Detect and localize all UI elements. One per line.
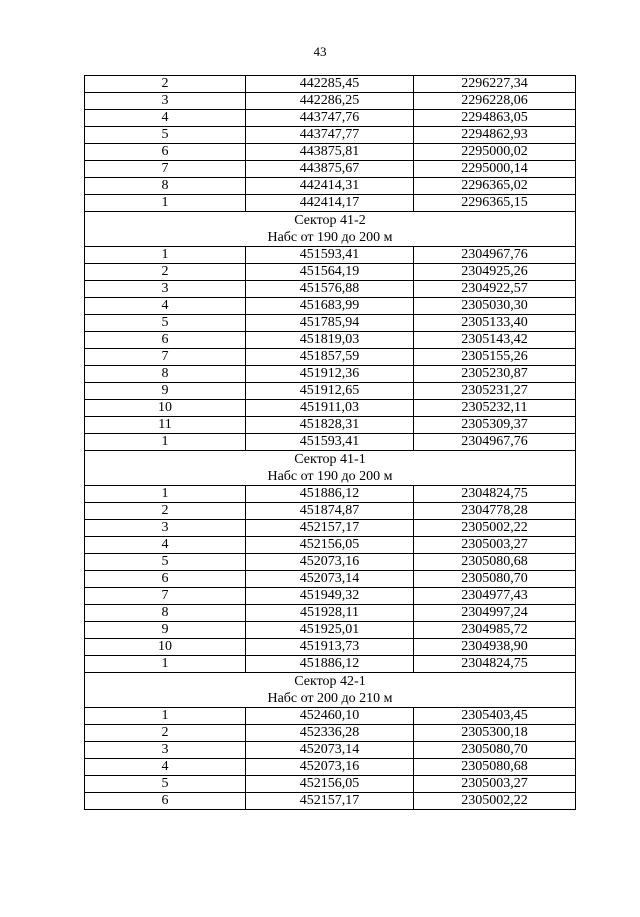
y-coordinate-cell: 2304778,28	[414, 503, 576, 520]
y-coordinate-cell: 2304922,57	[414, 281, 576, 298]
x-coordinate-cell: 452460,10	[246, 708, 414, 725]
table-row	[85, 537, 576, 554]
x-coordinate-cell: 451828,31	[246, 417, 414, 434]
y-coordinate-cell: 2294862,93	[414, 127, 576, 144]
x-coordinate-cell: 452156,05	[246, 537, 414, 554]
point-number-cell: 7	[85, 349, 246, 366]
table-row	[85, 349, 576, 366]
y-coordinate-cell: 2304967,76	[414, 434, 576, 451]
table-row	[85, 383, 576, 400]
y-coordinate-cell: 2304967,76	[414, 247, 576, 264]
point-number-cell: 9	[85, 383, 246, 400]
x-coordinate-cell: 451819,03	[246, 332, 414, 349]
point-number-cell: 3	[85, 520, 246, 537]
point-number-cell: 7	[85, 161, 246, 178]
sector-header-cell	[85, 451, 576, 486]
y-coordinate-cell: 2304938,90	[414, 639, 576, 656]
point-number-cell: 1	[85, 195, 246, 212]
table-row	[85, 708, 576, 725]
x-coordinate-cell: 452156,05	[246, 776, 414, 793]
coordinates-table	[84, 75, 576, 810]
point-number-cell: 2	[85, 264, 246, 281]
x-coordinate-cell: 451949,32	[246, 588, 414, 605]
y-coordinate-cell: 2305003,27	[414, 537, 576, 554]
point-number-cell: 10	[85, 639, 246, 656]
y-coordinate-cell: 2304925,26	[414, 264, 576, 281]
y-coordinate-cell: 2296365,15	[414, 195, 576, 212]
table-row	[85, 247, 576, 264]
point-number-cell: 4	[85, 110, 246, 127]
table-row	[85, 315, 576, 332]
point-number-cell: 5	[85, 127, 246, 144]
table-row	[85, 110, 576, 127]
point-number-cell: 6	[85, 144, 246, 161]
table-row	[85, 639, 576, 656]
y-coordinate-cell: 2305403,45	[414, 708, 576, 725]
point-number-cell: 10	[85, 400, 246, 417]
y-coordinate-cell: 2295000,14	[414, 161, 576, 178]
table-row	[85, 622, 576, 639]
x-coordinate-cell: 442414,31	[246, 178, 414, 195]
point-number-cell: 11	[85, 417, 246, 434]
y-coordinate-cell: 2304824,75	[414, 656, 576, 673]
sector-altitude-range: Набс от 190 до 200 м	[267, 230, 393, 245]
table-row	[85, 366, 576, 383]
point-number-cell: 3	[85, 742, 246, 759]
point-number-cell: 5	[85, 315, 246, 332]
x-coordinate-cell: 451593,41	[246, 247, 414, 264]
point-number-cell: 8	[85, 178, 246, 195]
sector-header-cell	[85, 212, 576, 247]
x-coordinate-cell: 443747,77	[246, 127, 414, 144]
x-coordinate-cell: 442414,17	[246, 195, 414, 212]
x-coordinate-cell: 443875,81	[246, 144, 414, 161]
table-row	[85, 332, 576, 349]
point-number-cell: 8	[85, 605, 246, 622]
coordinates-table-body	[85, 76, 576, 810]
y-coordinate-cell: 2305003,27	[414, 776, 576, 793]
y-coordinate-cell: 2294863,05	[414, 110, 576, 127]
y-coordinate-cell: 2305232,11	[414, 400, 576, 417]
point-number-cell: 3	[85, 93, 246, 110]
point-number-cell: 2	[85, 725, 246, 742]
table-row	[85, 127, 576, 144]
x-coordinate-cell: 451886,12	[246, 656, 414, 673]
x-coordinate-cell: 451928,11	[246, 605, 414, 622]
x-coordinate-cell: 452157,17	[246, 793, 414, 810]
table-row	[85, 144, 576, 161]
point-number-cell: 1	[85, 708, 246, 725]
x-coordinate-cell: 451913,73	[246, 639, 414, 656]
table-row	[85, 520, 576, 537]
table-row	[85, 264, 576, 281]
table-row	[85, 759, 576, 776]
point-number-cell: 5	[85, 554, 246, 571]
table-row	[85, 76, 576, 93]
point-number-cell: 5	[85, 776, 246, 793]
sector-header-row	[85, 451, 576, 486]
point-number-cell: 1	[85, 656, 246, 673]
point-number-cell: 6	[85, 571, 246, 588]
table-row	[85, 571, 576, 588]
sector-altitude-range: Набс от 190 до 200 м	[267, 469, 393, 484]
y-coordinate-cell: 2305309,37	[414, 417, 576, 434]
y-coordinate-cell: 2305080,70	[414, 571, 576, 588]
table-row	[85, 178, 576, 195]
point-number-cell: 9	[85, 622, 246, 639]
y-coordinate-cell: 2305143,42	[414, 332, 576, 349]
sector-header-cell	[85, 673, 576, 708]
y-coordinate-cell: 2296365,02	[414, 178, 576, 195]
y-coordinate-cell: 2296228,06	[414, 93, 576, 110]
point-number-cell: 4	[85, 537, 246, 554]
table-row	[85, 434, 576, 451]
x-coordinate-cell: 443875,67	[246, 161, 414, 178]
x-coordinate-cell: 451925,01	[246, 622, 414, 639]
x-coordinate-cell: 451564,19	[246, 264, 414, 281]
table-row	[85, 417, 576, 434]
point-number-cell: 1	[85, 486, 246, 503]
y-coordinate-cell: 2296227,34	[414, 76, 576, 93]
x-coordinate-cell: 442286,25	[246, 93, 414, 110]
table-row	[85, 656, 576, 673]
table-row	[85, 161, 576, 178]
y-coordinate-cell: 2305002,22	[414, 793, 576, 810]
point-number-cell: 3	[85, 281, 246, 298]
x-coordinate-cell: 451874,87	[246, 503, 414, 520]
x-coordinate-cell: 452073,14	[246, 571, 414, 588]
x-coordinate-cell: 451912,65	[246, 383, 414, 400]
x-coordinate-cell: 452073,16	[246, 554, 414, 571]
table-row	[85, 725, 576, 742]
y-coordinate-cell: 2305231,27	[414, 383, 576, 400]
x-coordinate-cell: 451576,88	[246, 281, 414, 298]
x-coordinate-cell: 452073,14	[246, 742, 414, 759]
sector-altitude-range: Набс от 200 до 210 м	[267, 691, 393, 706]
table-row	[85, 195, 576, 212]
table-row	[85, 298, 576, 315]
y-coordinate-cell: 2305030,30	[414, 298, 576, 315]
y-coordinate-cell: 2304977,43	[414, 588, 576, 605]
table-row	[85, 588, 576, 605]
x-coordinate-cell: 451785,94	[246, 315, 414, 332]
table-row	[85, 605, 576, 622]
x-coordinate-cell: 451912,36	[246, 366, 414, 383]
sector-title: Сектор 41-2	[294, 213, 366, 228]
y-coordinate-cell: 2305002,22	[414, 520, 576, 537]
point-number-cell: 4	[85, 298, 246, 315]
table-row	[85, 503, 576, 520]
x-coordinate-cell: 452073,16	[246, 759, 414, 776]
table-row	[85, 554, 576, 571]
table-row	[85, 281, 576, 298]
point-number-cell: 2	[85, 503, 246, 520]
table-row	[85, 400, 576, 417]
x-coordinate-cell: 451683,99	[246, 298, 414, 315]
table-row	[85, 742, 576, 759]
sector-title: Сектор 41-1	[294, 452, 366, 467]
y-coordinate-cell: 2304824,75	[414, 486, 576, 503]
x-coordinate-cell: 451857,59	[246, 349, 414, 366]
table-row	[85, 776, 576, 793]
x-coordinate-cell: 452157,17	[246, 520, 414, 537]
table-row	[85, 93, 576, 110]
point-number-cell: 6	[85, 793, 246, 810]
page-number: 43	[313, 44, 327, 59]
y-coordinate-cell: 2305155,26	[414, 349, 576, 366]
x-coordinate-cell: 451886,12	[246, 486, 414, 503]
sector-header-row	[85, 212, 576, 247]
y-coordinate-cell: 2305133,40	[414, 315, 576, 332]
point-number-cell: 6	[85, 332, 246, 349]
x-coordinate-cell: 442285,45	[246, 76, 414, 93]
x-coordinate-cell: 451593,41	[246, 434, 414, 451]
y-coordinate-cell: 2305080,68	[414, 759, 576, 776]
y-coordinate-cell: 2304985,72	[414, 622, 576, 639]
point-number-cell: 7	[85, 588, 246, 605]
y-coordinate-cell: 2295000,02	[414, 144, 576, 161]
point-number-cell: 1	[85, 247, 246, 264]
table-row	[85, 486, 576, 503]
point-number-cell: 1	[85, 434, 246, 451]
point-number-cell: 2	[85, 76, 246, 93]
x-coordinate-cell: 452336,28	[246, 725, 414, 742]
y-coordinate-cell: 2305300,18	[414, 725, 576, 742]
x-coordinate-cell: 443747,76	[246, 110, 414, 127]
table-row	[85, 793, 576, 810]
sector-header-row	[85, 673, 576, 708]
point-number-cell: 8	[85, 366, 246, 383]
point-number-cell: 4	[85, 759, 246, 776]
sector-title: Сектор 42-1	[294, 674, 366, 689]
y-coordinate-cell: 2304997,24	[414, 605, 576, 622]
y-coordinate-cell: 2305080,68	[414, 554, 576, 571]
x-coordinate-cell: 451911,03	[246, 400, 414, 417]
y-coordinate-cell: 2305230,87	[414, 366, 576, 383]
y-coordinate-cell: 2305080,70	[414, 742, 576, 759]
